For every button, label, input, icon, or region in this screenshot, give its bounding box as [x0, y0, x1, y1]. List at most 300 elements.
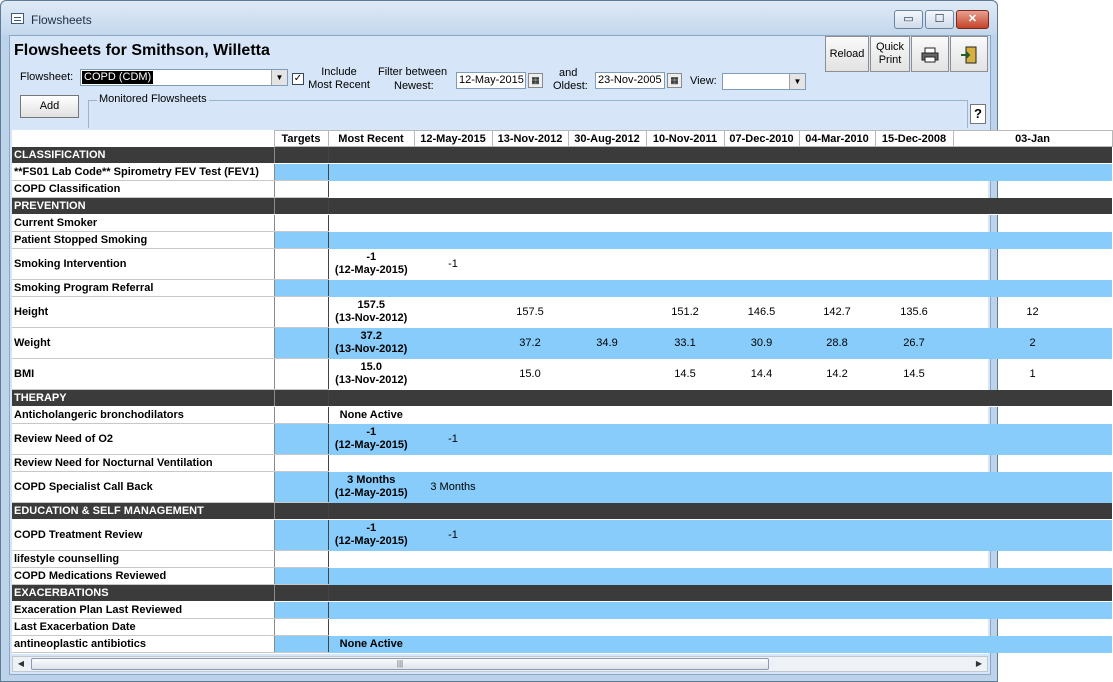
value-cell[interactable]	[953, 619, 1112, 636]
value-cell[interactable]	[953, 164, 1112, 181]
value-cell[interactable]	[875, 232, 953, 249]
value-cell[interactable]	[724, 585, 799, 602]
value-cell[interactable]	[492, 503, 568, 520]
most-recent-text: (12-May-2015)	[334, 487, 408, 499]
targets-cell[interactable]	[274, 359, 328, 390]
value-cell[interactable]	[414, 619, 492, 636]
reload-button[interactable]: Reload	[825, 36, 869, 72]
value-cell[interactable]	[492, 390, 568, 407]
value-cell[interactable]: 3 Months	[414, 472, 492, 503]
value-cell[interactable]: -1	[448, 258, 458, 270]
scroll-left-icon[interactable]: ◀	[17, 659, 25, 668]
value-cell[interactable]: 146.5	[747, 306, 776, 318]
most-recent-text: -1	[366, 426, 377, 438]
targets-cell[interactable]	[274, 280, 328, 297]
value-cell[interactable]	[568, 424, 646, 455]
value-cell[interactable]	[492, 568, 568, 585]
most-recent-text: (13-Nov-2012)	[335, 312, 408, 324]
table-row	[12, 249, 1112, 280]
value-cell[interactable]	[492, 164, 568, 181]
most-recent-cell[interactable]	[328, 147, 414, 164]
value-cell[interactable]	[724, 551, 799, 568]
value-cell[interactable]: 30.9	[724, 328, 799, 359]
most-recent-text: -1	[366, 522, 377, 535]
value-cell[interactable]	[953, 215, 1112, 232]
row-label: antineoplastic antibiotics	[12, 636, 274, 653]
most-recent-cell[interactable]	[328, 181, 414, 198]
print-button[interactable]	[911, 36, 949, 72]
value-cell[interactable]: -1	[414, 424, 492, 455]
value-cell[interactable]	[646, 232, 724, 249]
value-cell[interactable]	[875, 602, 953, 619]
value-cell[interactable]	[492, 407, 568, 424]
value-cell[interactable]	[724, 390, 799, 407]
value-cell[interactable]	[724, 198, 799, 215]
value-cell[interactable]	[414, 551, 492, 568]
most-recent-text: 15.0	[360, 361, 382, 373]
value-cell[interactable]	[724, 232, 799, 249]
value-cell[interactable]	[799, 602, 875, 619]
value-cell[interactable]	[646, 407, 724, 424]
value-cell[interactable]	[414, 181, 492, 198]
flowsheet-table	[12, 130, 1113, 653]
value-cell[interactable]	[875, 551, 953, 568]
value-cell[interactable]	[724, 520, 799, 551]
value-cell[interactable]	[799, 503, 875, 520]
value-cell[interactable]	[875, 198, 953, 215]
value-cell[interactable]: 26.7	[875, 328, 953, 359]
targets-cell[interactable]	[274, 636, 328, 653]
value-cell[interactable]: 2	[953, 328, 1112, 359]
value-cell[interactable]	[875, 390, 953, 407]
value-cell[interactable]	[875, 636, 953, 653]
targets-cell[interactable]	[274, 198, 328, 215]
value-cell[interactable]: 34.9	[568, 328, 646, 359]
value-cell[interactable]	[414, 455, 492, 472]
header-row	[12, 131, 1112, 147]
value-cell[interactable]	[646, 503, 724, 520]
value-cell[interactable]	[568, 390, 646, 407]
value-cell[interactable]	[568, 249, 646, 280]
value-cell[interactable]	[724, 280, 799, 297]
value-cell[interactable]	[414, 147, 492, 164]
most-recent-text: (12-May-2015)	[334, 535, 408, 548]
row-label: **FS01 Lab Code** Spirometry FEV Test (FEV1)	[12, 164, 274, 181]
value-cell[interactable]	[568, 472, 646, 503]
column-header: 15-Dec-2008	[875, 131, 953, 147]
monitored-flowsheets-group	[88, 93, 968, 128]
value-cell[interactable]	[414, 407, 492, 424]
chevron-down-icon[interactable]: ▼	[271, 70, 287, 85]
value-cell[interactable]: 14.5	[674, 368, 696, 380]
value-cell[interactable]: 14.2	[826, 368, 848, 380]
value-cell[interactable]	[568, 455, 646, 472]
most-recent-cell[interactable]	[328, 636, 414, 653]
targets-cell[interactable]	[274, 328, 328, 359]
most-recent-cell[interactable]	[328, 328, 414, 359]
value-cell[interactable]	[724, 472, 799, 503]
value-cell[interactable]	[875, 249, 953, 280]
value-cell[interactable]	[953, 407, 1112, 424]
value-cell[interactable]	[875, 503, 953, 520]
maximize-button[interactable]: ☐	[925, 10, 954, 29]
minimize-button[interactable]: ▭	[894, 10, 923, 29]
value-cell[interactable]	[646, 585, 724, 602]
include-most-recent-checkbox[interactable]: ✓	[293, 73, 303, 84]
value-cell[interactable]	[492, 198, 568, 215]
most-recent-cell[interactable]	[328, 455, 414, 472]
most-recent-cell[interactable]	[328, 198, 414, 215]
add-button[interactable]: Add	[20, 95, 79, 118]
value-cell[interactable]	[799, 472, 875, 503]
flowsheet-select[interactable]	[80, 69, 288, 86]
value-cell[interactable]	[414, 328, 492, 359]
value-cell[interactable]	[953, 198, 1112, 215]
most-recent-cell[interactable]	[328, 297, 414, 328]
header-panel	[10, 36, 990, 128]
value-cell[interactable]	[646, 520, 724, 551]
row-label: Patient Stopped Smoking	[12, 232, 274, 249]
value-cell[interactable]: 15.0	[519, 368, 541, 380]
value-cell[interactable]	[646, 619, 724, 636]
newest-date-input[interactable]: 12-May-2015	[456, 72, 526, 89]
value-cell[interactable]	[953, 181, 1112, 198]
value-cell[interactable]	[646, 147, 724, 164]
value-cell[interactable]	[414, 636, 492, 653]
close-button[interactable]: ✕	[956, 10, 989, 29]
value-cell[interactable]	[414, 585, 492, 602]
targets-cell[interactable]	[274, 390, 328, 407]
value-cell[interactable]	[724, 164, 799, 181]
value-cell[interactable]	[724, 503, 799, 520]
value-cell[interactable]	[646, 602, 724, 619]
value-cell[interactable]	[799, 407, 875, 424]
most-recent-cell[interactable]	[328, 164, 414, 181]
most-recent-cell[interactable]	[328, 619, 414, 636]
value-cell[interactable]	[414, 297, 492, 328]
flowsheet-label: Flowsheet:	[20, 71, 74, 83]
targets-cell[interactable]	[274, 551, 328, 568]
value-cell[interactable]	[724, 424, 799, 455]
value-cell[interactable]	[646, 472, 724, 503]
value-cell[interactable]	[953, 636, 1112, 653]
value-cell[interactable]: 33.1	[646, 328, 724, 359]
section-row	[12, 147, 1112, 164]
value-cell[interactable]: 151.2	[671, 306, 699, 318]
targets-cell[interactable]	[274, 602, 328, 619]
targets-cell[interactable]	[274, 181, 328, 198]
value-cell[interactable]	[953, 503, 1112, 520]
most-recent-cell[interactable]	[328, 585, 414, 602]
targets-cell[interactable]	[274, 472, 328, 503]
column-header: Most Recent	[328, 131, 414, 147]
most-recent-cell[interactable]	[328, 390, 414, 407]
value-cell[interactable]	[492, 147, 568, 164]
value-cell[interactable]	[568, 602, 646, 619]
value-cell[interactable]	[492, 585, 568, 602]
value-cell[interactable]	[646, 181, 724, 198]
value-cell[interactable]	[646, 215, 724, 232]
value-cell[interactable]	[799, 424, 875, 455]
value-cell[interactable]	[875, 407, 953, 424]
table-row	[12, 619, 1112, 636]
table-row	[12, 232, 1112, 249]
targets-cell[interactable]	[274, 232, 328, 249]
value-cell[interactable]	[646, 198, 724, 215]
value-cell[interactable]	[568, 636, 646, 653]
value-cell[interactable]	[414, 503, 492, 520]
value-cell[interactable]	[953, 232, 1112, 249]
value-cell[interactable]	[799, 232, 875, 249]
value-cell[interactable]: -1	[414, 520, 492, 551]
value-cell[interactable]	[568, 503, 646, 520]
value-cell[interactable]	[875, 424, 953, 455]
value-cell[interactable]	[492, 181, 568, 198]
targets-cell[interactable]	[274, 249, 328, 280]
value-cell[interactable]	[953, 520, 1112, 551]
most-recent-cell[interactable]	[328, 359, 414, 390]
table-row	[12, 455, 1112, 472]
value-cell[interactable]	[492, 551, 568, 568]
value-cell[interactable]	[568, 520, 646, 551]
value-cell[interactable]	[953, 568, 1112, 585]
value-cell[interactable]	[875, 520, 953, 551]
row-label: COPD Treatment Review	[12, 520, 274, 551]
most-recent-cell[interactable]	[328, 232, 414, 249]
value-cell[interactable]	[799, 280, 875, 297]
most-recent-text: 157.5	[357, 299, 386, 311]
quick-print-button[interactable]: Quick Print	[870, 36, 910, 72]
value-cell[interactable]	[724, 147, 799, 164]
value-cell[interactable]	[724, 602, 799, 619]
chevron-down-icon[interactable]: ▼	[789, 74, 805, 89]
value-cell[interactable]	[492, 636, 568, 653]
value-cell[interactable]	[492, 215, 568, 232]
value-cell[interactable]	[799, 520, 875, 551]
most-recent-cell[interactable]	[328, 407, 414, 424]
most-recent-cell[interactable]	[328, 424, 414, 455]
value-cell[interactable]	[646, 424, 724, 455]
value-cell[interactable]	[724, 249, 799, 280]
value-cell[interactable]	[568, 585, 646, 602]
targets-cell[interactable]	[274, 568, 328, 585]
value-cell[interactable]	[568, 297, 646, 328]
value-cell[interactable]	[492, 472, 568, 503]
value-cell[interactable]	[799, 147, 875, 164]
value-cell[interactable]	[492, 619, 568, 636]
value-cell[interactable]	[646, 249, 724, 280]
value-cell[interactable]	[875, 215, 953, 232]
row-label: Anticholangeric bronchodilators	[12, 407, 274, 424]
value-cell[interactable]	[568, 551, 646, 568]
value-cell[interactable]	[646, 280, 724, 297]
value-cell[interactable]	[953, 424, 1112, 455]
value-cell[interactable]	[414, 568, 492, 585]
targets-cell[interactable]	[274, 585, 328, 602]
value-cell[interactable]	[414, 164, 492, 181]
value-cell[interactable]	[875, 147, 953, 164]
horizontal-scrollbar[interactable]	[12, 656, 988, 672]
table-row	[12, 424, 1112, 455]
section-row	[12, 198, 1112, 215]
targets-cell[interactable]	[274, 164, 328, 181]
most-recent-text: None Active	[339, 637, 403, 650]
value-cell[interactable]	[568, 232, 646, 249]
value-cell[interactable]	[799, 181, 875, 198]
most-recent-cell[interactable]	[328, 551, 414, 568]
value-cell[interactable]	[953, 585, 1112, 602]
value-cell[interactable]	[799, 249, 875, 280]
view-select[interactable]	[722, 73, 806, 90]
value-cell[interactable]	[875, 585, 953, 602]
value-cell[interactable]	[568, 359, 646, 390]
value-cell[interactable]	[799, 619, 875, 636]
value-cell[interactable]	[875, 619, 953, 636]
targets-cell[interactable]	[274, 424, 328, 455]
most-recent-cell[interactable]	[328, 568, 414, 585]
value-cell[interactable]	[646, 551, 724, 568]
scroll-thumb[interactable]: |||	[31, 658, 769, 670]
value-cell[interactable]	[492, 424, 568, 455]
value-cell[interactable]	[568, 164, 646, 181]
table-row	[12, 520, 1112, 551]
oldest-date-input[interactable]: 23-Nov-2005	[595, 72, 665, 89]
most-recent-cell[interactable]	[328, 503, 414, 520]
value-cell[interactable]	[492, 232, 568, 249]
value-cell[interactable]	[492, 249, 568, 280]
value-cell[interactable]: 157.5	[516, 306, 544, 318]
most-recent-cell[interactable]	[328, 520, 414, 551]
most-recent-text: 3 Months	[347, 474, 396, 486]
targets-cell[interactable]	[274, 147, 328, 164]
value-cell[interactable]	[414, 280, 492, 297]
value-cell[interactable]	[414, 359, 492, 390]
printer-icon	[921, 47, 939, 63]
value-cell[interactable]	[875, 164, 953, 181]
value-cell[interactable]	[724, 407, 799, 424]
value-cell[interactable]	[875, 472, 953, 503]
value-cell[interactable]: 142.7	[823, 306, 851, 318]
value-cell[interactable]	[724, 568, 799, 585]
value-cell[interactable]	[799, 164, 875, 181]
value-cell[interactable]	[414, 215, 492, 232]
value-cell[interactable]: 135.6	[900, 306, 928, 318]
value-cell[interactable]	[799, 215, 875, 232]
table-row	[12, 164, 1112, 181]
value-cell[interactable]	[568, 280, 646, 297]
value-cell[interactable]	[414, 602, 492, 619]
value-cell[interactable]: 14.4	[750, 368, 773, 380]
exit-button[interactable]	[950, 36, 988, 72]
value-cell[interactable]	[646, 568, 724, 585]
most-recent-cell[interactable]	[328, 215, 414, 232]
value-cell[interactable]	[568, 619, 646, 636]
scroll-right-icon[interactable]: ▶	[975, 659, 983, 668]
value-cell[interactable]	[953, 472, 1112, 503]
targets-cell[interactable]	[274, 520, 328, 551]
calendar-icon[interactable]: ▦	[528, 73, 543, 88]
calendar-icon[interactable]: ▦	[667, 73, 682, 88]
targets-cell[interactable]	[274, 215, 328, 232]
value-cell[interactable]	[875, 455, 953, 472]
value-cell[interactable]	[646, 390, 724, 407]
value-cell[interactable]	[568, 198, 646, 215]
table-row	[12, 568, 1112, 585]
value-cell[interactable]	[799, 551, 875, 568]
value-cell[interactable]	[953, 602, 1112, 619]
value-cell[interactable]: 12	[1026, 306, 1039, 318]
value-cell[interactable]	[568, 407, 646, 424]
most-recent-cell[interactable]	[328, 472, 414, 503]
value-cell[interactable]	[724, 215, 799, 232]
value-cell[interactable]	[799, 585, 875, 602]
row-label: Weight	[12, 328, 274, 359]
value-cell[interactable]	[646, 164, 724, 181]
value-cell[interactable]	[568, 215, 646, 232]
value-cell[interactable]	[414, 232, 492, 249]
most-recent-cell[interactable]	[328, 280, 414, 297]
value-cell[interactable]: 1	[1029, 368, 1036, 380]
value-cell[interactable]	[492, 280, 568, 297]
targets-cell[interactable]	[274, 455, 328, 472]
value-cell[interactable]	[875, 280, 953, 297]
value-cell[interactable]	[953, 551, 1112, 568]
value-cell[interactable]	[492, 602, 568, 619]
targets-cell[interactable]	[274, 619, 328, 636]
value-cell[interactable]	[799, 455, 875, 472]
value-cell[interactable]	[646, 455, 724, 472]
value-cell[interactable]: 37.2	[492, 328, 568, 359]
value-cell[interactable]	[799, 390, 875, 407]
value-cell[interactable]	[799, 198, 875, 215]
table-row	[12, 215, 1112, 232]
value-cell[interactable]	[414, 198, 492, 215]
value-cell[interactable]	[414, 390, 492, 407]
help-button[interactable]: ?	[970, 104, 986, 124]
value-cell[interactable]	[875, 568, 953, 585]
value-cell[interactable]	[953, 147, 1112, 164]
value-cell[interactable]: 28.8	[799, 328, 875, 359]
flowsheet-grid[interactable]	[12, 130, 1050, 654]
value-cell[interactable]	[875, 181, 953, 198]
value-cell[interactable]	[953, 455, 1112, 472]
value-cell[interactable]	[799, 636, 875, 653]
value-cell[interactable]	[568, 147, 646, 164]
value-cell[interactable]	[724, 455, 799, 472]
targets-cell[interactable]	[274, 503, 328, 520]
value-cell[interactable]	[492, 455, 568, 472]
value-cell[interactable]	[646, 636, 724, 653]
value-cell[interactable]	[799, 568, 875, 585]
value-cell[interactable]: 14.5	[903, 368, 925, 380]
value-cell[interactable]	[724, 181, 799, 198]
value-cell[interactable]	[953, 280, 1112, 297]
targets-cell[interactable]	[274, 407, 328, 424]
value-cell[interactable]	[568, 568, 646, 585]
value-cell[interactable]	[568, 181, 646, 198]
value-cell[interactable]	[953, 249, 1112, 280]
value-cell[interactable]	[724, 619, 799, 636]
most-recent-cell[interactable]	[328, 249, 414, 280]
value-cell[interactable]	[724, 636, 799, 653]
value-cell[interactable]	[492, 520, 568, 551]
targets-cell[interactable]	[274, 297, 328, 328]
most-recent-cell[interactable]	[328, 602, 414, 619]
value-cell[interactable]	[953, 390, 1112, 407]
row-label: COPD Medications Reviewed	[12, 568, 274, 585]
row-label: COPD Specialist Call Back	[12, 472, 274, 503]
column-header: 10-Nov-2011	[646, 131, 724, 147]
